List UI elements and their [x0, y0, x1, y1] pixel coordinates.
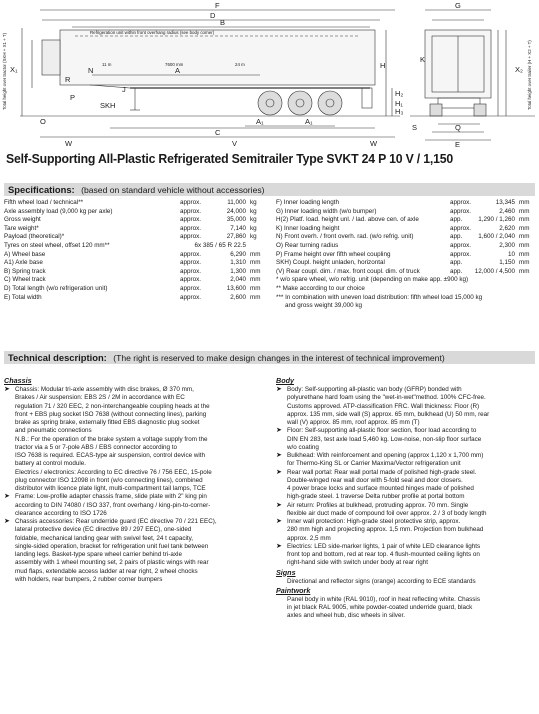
dim-label-j: J [122, 85, 126, 94]
dim-label-x1: X₁ [10, 65, 18, 74]
spec-label: D) Total length (w/o refrigeration unit) [4, 284, 108, 292]
drawing-note-24m: 24 m [235, 62, 245, 67]
body-line: Body: Self-supporting all-plastic van body (GFRP) bonded with [287, 386, 462, 393]
spec-footnote: and gross weight 39,000 kg [285, 302, 363, 310]
spec-unit: mm [519, 216, 530, 224]
spec-qualifier: approx. [450, 241, 472, 249]
spec-label: E) Total width [4, 293, 42, 301]
body-item [276, 543, 535, 568]
arrow-icon: ➤ [276, 542, 282, 550]
chassis-line: assembly with 1 wheel mounting set, 2 pairs of plastic wings with rear [15, 559, 209, 567]
spec-value: 6x 385 / 65 R 22.5 [194, 241, 246, 249]
chassis-item [4, 518, 266, 584]
body-line: Customs approved. ATP-classification FRC. Wall thickness: Floor (R) [287, 402, 480, 410]
spec-row [4, 268, 266, 277]
spec-label: Tare weight* [4, 224, 39, 232]
body-item [276, 518, 535, 543]
dim-label-c: C [215, 128, 221, 137]
spec-unit: mm [519, 224, 530, 232]
drawing-note-right-height: Total height over trailer (H + X2 + T) [527, 40, 532, 110]
spec-label: H(2) Platf. load. height unl. / lad. above cen. of axle [276, 216, 419, 224]
body-line: approx. 2,5 mm [287, 534, 331, 542]
spec-row [4, 276, 266, 285]
spec-label: Fifth wheel load / technical** [4, 199, 84, 206]
spec-row [276, 242, 535, 251]
spec-label: Gross weight [4, 216, 41, 224]
spec-value: 2,600 [230, 293, 246, 301]
spec-unit: mm [519, 233, 530, 241]
dim-label-w-right: W [370, 139, 378, 148]
spec-row [4, 294, 266, 303]
body-line: high-grade steel. 1 traverse Delta rubber profile at portal bottom [287, 493, 465, 501]
spec-unit: mm [519, 199, 530, 206]
drawing-note-11m: 11 m [102, 62, 112, 67]
chassis-line: lateral protective device (EC directive 89 / 297 EEC), one-sided [15, 526, 192, 534]
arrow-icon: ➤ [276, 468, 282, 476]
spec-unit: kg [250, 216, 257, 224]
page-title: Self-Supporting All-Plastic Refrigerated Semitrailer Type SVKT 24 P 10 V / 1,150 [6, 151, 454, 166]
chassis-item [4, 386, 266, 436]
spec-unit: mm [250, 259, 261, 267]
dim-label-h1: H₁ [395, 99, 403, 108]
spec-qualifier: approx. [180, 293, 202, 301]
chassis-line: plug connector ISO 12098 in front (w/o connecting lines), combined [15, 476, 203, 484]
chassis-line: Frame: Low-profile adapter chassis frame, slide plate with 2" king pin [15, 493, 207, 501]
dim-label-x2: X₂ [515, 65, 523, 74]
spec-row [276, 216, 535, 225]
dim-label-p: P [70, 93, 76, 102]
spec-qualifier: approx. [180, 207, 202, 215]
spec-value: 35,000 [226, 216, 246, 224]
body-line: Bulkhead: With reinforcement and opening (approx 1,120 x 1,700 mm) [287, 452, 484, 459]
spec-footnote: ** Make according to our choice [276, 284, 365, 292]
dim-label-n: N [88, 66, 94, 75]
spec-unit: kg [250, 207, 257, 215]
spec-label: A) Wheel base [4, 250, 46, 258]
dim-label-e: E [455, 140, 461, 149]
spec-row [276, 199, 535, 208]
spec-unit: mm [250, 293, 261, 301]
body-line: wall (V) approx. 85 mm, roof approx. 85 mm (T) [287, 419, 420, 426]
arrow-icon: ➤ [276, 386, 282, 393]
paintwork-line: axles and wheel hub, disc wheels in silver. [287, 612, 405, 620]
spec-unit: mm [519, 207, 530, 215]
body-line: front top and bottom, red at rear top. 4 flush-mounted ceiling lights on [287, 551, 480, 558]
body-line: right-hand side with switch under body at rear right [287, 559, 429, 567]
spec-value: 7,140 [230, 224, 246, 232]
body-column [276, 376, 535, 621]
spec-value: 24,000 [226, 207, 246, 215]
chassis-title: Chassis [4, 376, 32, 385]
body-line: for Thermo-King SL or Carrier Maxima/Vector refrigeration unit [287, 460, 461, 468]
spec-row [276, 268, 535, 277]
signs-line: Directional and reflector signs (orange) according to ECE standards [287, 577, 476, 585]
specifications-heading: Specifications: [8, 184, 75, 195]
chassis-line: tractor via a 5 or 7-pole ABS / EBS connector according to [15, 443, 178, 451]
specifications-right-column [276, 199, 535, 311]
spec-qualifier: approx. [180, 276, 202, 284]
spec-row [4, 216, 266, 225]
dim-label-k: K [420, 55, 426, 64]
spec-label: P) Frame height over fifth wheel coupling [276, 250, 391, 258]
specifications-left-column [4, 199, 266, 302]
dim-label-h: H [380, 61, 386, 70]
spec-unit: mm [519, 241, 530, 249]
spec-qualifier: approx. [180, 267, 202, 275]
chassis-line: landing legs. Basket-type spare wheel carrier behind tri-axle [15, 551, 182, 558]
paintwork-title: Paintwork [276, 585, 311, 595]
spec-label: C) Wheel track [4, 276, 46, 284]
chassis-item [4, 493, 266, 518]
spec-unit: mm [250, 284, 261, 292]
spec-row [4, 285, 266, 294]
dim-label-g: G [455, 1, 461, 10]
body-line: approx. 135 mm, side wall (S) approx. 65 mm, bulkhead (U) 50 mm, rear [287, 410, 490, 418]
dim-label-skh: SKH [100, 101, 116, 110]
paintwork-line: Panel body in white (RAL 9010), roof in heat reflecting white. Chassis [287, 595, 480, 603]
specifications-subheading: (based on standard vehicle without accessories) [81, 185, 265, 195]
spec-value: 13,345 [495, 199, 515, 206]
dim-label-d: D [210, 11, 216, 20]
dim-label-a1-right: A₁ [305, 117, 313, 126]
body-line: polyurethane hard foam using the "wet-in-wet"method. 100% CFC-free. [287, 394, 486, 402]
chassis-line: clearance according to ISO 1726 [15, 509, 107, 517]
spec-row [4, 199, 266, 208]
spec-value: 2,620 [499, 224, 515, 232]
dim-label-f: F [215, 1, 220, 10]
body-item [276, 502, 535, 519]
dim-label-h2: H₂ [395, 89, 404, 98]
spec-value: 11,000 [227, 199, 246, 206]
drawing-note-refrig: Refrigeration unit within front overhang radius (see body corner) [90, 30, 215, 35]
spec-value: 12,000 / 4,500 [474, 267, 515, 275]
technical-subheading: (The right is reserved to make design changes in the interest of technical improvement) [113, 353, 445, 363]
body-line: w/o coating [287, 443, 319, 451]
chassis-line: brake as spring brake, externally fitted EBS diagnostic plug socket [15, 419, 200, 426]
body-line: flexible air duct made of compound foil over approx. 2 / 3 of body length [287, 509, 487, 517]
specifications-header [4, 183, 535, 196]
spec-qualifier: approx. [180, 216, 202, 224]
paintwork-line: in jet black RAL 9005, white powder-coated underride guard, black [287, 604, 473, 611]
body-item [276, 386, 535, 427]
body-line: Electrics: LED side-marker lights, 1 pair of white LED clearance lights [287, 542, 481, 550]
spec-row [276, 225, 535, 234]
spec-qualifier: approx. [450, 207, 472, 215]
spec-value: 2,460 [499, 207, 515, 215]
spec-unit: mm [519, 267, 530, 275]
spec-unit: mm [250, 267, 261, 275]
spec-label: N) Front overh. / front overh. rad. (w/o refrig. unit) [276, 233, 414, 241]
spec-label: K) Inner loading height [276, 224, 340, 232]
chassis-line: regulation 71 / 320 EEC, 2 non-interchangeable coupling heads at the [15, 402, 210, 410]
dim-label-v: V [232, 139, 238, 148]
spec-row [4, 251, 266, 260]
chassis-line: battery at control module. [15, 460, 87, 468]
spec-value: 2,040 [230, 276, 246, 284]
chassis-line: single-sided operation, bracket for refrigeration unit fuel tank between [15, 542, 209, 550]
chassis-item [4, 436, 266, 469]
spec-row [4, 225, 266, 234]
spec-value: 6,290 [230, 250, 246, 258]
arrow-icon: ➤ [276, 452, 282, 459]
spec-footnote: *** In combination with uneven load distribution: fifth wheel load 15,000 kg [276, 293, 483, 301]
spec-qualifier: app. [450, 267, 463, 275]
body-line: Double-winged rear wall door with 5-fold seal and door closers. [287, 476, 463, 484]
technical-header [4, 351, 535, 364]
chassis-line: foldable, mechanical landing gear with swivel feet, 24 t capacity, [15, 534, 194, 542]
arrow-icon: ➤ [276, 427, 282, 435]
chassis-line: ISO 7638 is required. ECAS-type air suspension, control device with [15, 452, 206, 459]
dim-label-a: A [175, 66, 181, 75]
spec-value: 10 [507, 250, 515, 258]
spec-unit: mm [250, 250, 261, 258]
drawing-note-7600: 7600 mm [165, 62, 184, 67]
technical-drawing [0, 0, 539, 150]
dim-label-a1-left: A₁ [256, 117, 264, 126]
body-title: Body [276, 376, 294, 385]
body-line: Air return: Profiles at bulkhead, protruding approx. 70 mm. Single [287, 501, 469, 509]
body-item [276, 452, 535, 469]
spec-value: 1,150 [499, 259, 515, 267]
chassis-line: Chassis accessories: Rear underride guard (EC directive 70 / 221 EEC), [15, 518, 217, 525]
spec-unit: mm [519, 250, 530, 258]
spec-qualifier: app. [450, 259, 463, 267]
dim-label-w-left: W [65, 139, 73, 148]
technical-heading: Technical description: [8, 352, 107, 363]
dim-label-h3: H₃ [395, 107, 404, 116]
chassis-line: and pneumatic connections [15, 427, 92, 435]
dim-label-o: O [40, 117, 46, 126]
spec-label: SKH) Coupl. height unladen, horizontal [276, 259, 385, 267]
spec-row [4, 242, 266, 251]
spec-label: (V) Rear coupl. dim. / max. front coupl. dim. of truck [276, 267, 420, 275]
spec-qualifier: approx. [450, 224, 472, 232]
chassis-line: according to DIN 74080 / ISO 337, front overhang / king-pin-to-corner- [15, 501, 211, 509]
spec-label: G) Inner loading width (w/o bumper) [276, 207, 377, 215]
spec-unit: mm [519, 259, 530, 267]
drawing-note-left-height: Total height over tractor (SKH + X1 + T) [2, 32, 7, 110]
body-item [276, 469, 535, 502]
chassis-item [4, 469, 266, 494]
body-line: Inner wall protection: High-grade steel protective strip, approx. [287, 518, 461, 525]
spec-qualifier: app. [450, 233, 463, 241]
spec-label: Tyres on steel wheel, offset 120 mm** [4, 241, 110, 249]
spec-row [276, 259, 535, 268]
spec-qualifier: approx. [180, 284, 202, 292]
spec-qualifier: approx. [180, 259, 202, 267]
spec-unit: kg [250, 199, 257, 206]
spec-unit: kg [250, 224, 257, 232]
dim-label-q: Q [455, 123, 461, 132]
spec-row [4, 208, 266, 217]
spec-qualifier: approx. [180, 199, 202, 206]
spec-qualifier: approx. [180, 250, 202, 258]
body-line: DIN EN 283, test axle load 5,460 kg. Low-noise, non-slip floor surface [287, 435, 482, 443]
spec-row [276, 233, 535, 242]
chassis-line: distributor with licence plate light, multi-compartment tail lamps, TCE [15, 485, 206, 492]
signs-title: Signs [276, 567, 296, 577]
arrow-icon: ➤ [4, 493, 10, 501]
chassis-line: N.B.: For the operation of the brake system a voltage supply from the [15, 435, 208, 443]
chassis-line: Chassis: Modular tri-axle assembly with disc brakes, Ø 370 mm, [15, 386, 194, 393]
spec-value: 27,860 [226, 233, 246, 241]
chassis-column [4, 376, 266, 584]
body-line: 4 power brace locks and surface mounted hinges made of polished [287, 485, 474, 492]
chassis-line: Electrics / electronics: According to EC directive 76 / 756 EEC, 15-pole [15, 468, 212, 476]
spec-row [276, 208, 535, 217]
body-line: Floor: Self-supporting all-plastic floor section, floor load according to [287, 427, 477, 435]
spec-value: 1,290 / 1,260 [478, 216, 515, 224]
arrow-icon: ➤ [276, 501, 282, 509]
spec-label: Payload (theoretical)* [4, 233, 65, 241]
body-line: Rear wall portal: Rear wall portal made of polished high-grade steel. [287, 468, 477, 476]
spec-qualifier: approx. [180, 224, 202, 232]
body-line: 280 mm high and projecting approx. 1,5 mm. Projection from bulkhead [287, 526, 484, 534]
spec-row [276, 251, 535, 260]
spec-value: 1,300 [230, 267, 246, 275]
body-item [276, 427, 535, 452]
dim-label-s: S [412, 123, 418, 132]
spec-qualifier: app. [450, 216, 463, 224]
spec-qualifier: approx. [180, 233, 202, 241]
spec-value: 13,600 [226, 284, 246, 292]
spec-qualifier: approx. [450, 250, 472, 258]
chassis-line: front + EBS plug socket ISO 7638 (without connecting lines), parking [15, 410, 207, 418]
spec-footnote: * w/o spare wheel, w/o refrig. unit (depending on make app. ±900 kg) [276, 276, 469, 284]
spec-row [4, 233, 266, 242]
chassis-line: mud flaps, extendable access ladder at rear right, 2 wheel chocks [15, 567, 198, 575]
arrow-icon: ➤ [276, 518, 282, 525]
spec-unit: mm [250, 276, 261, 284]
spec-label: Axle assembly load (9,000 kg per axle) [4, 207, 113, 215]
arrow-icon: ➤ [4, 386, 10, 393]
arrow-icon: ➤ [4, 518, 10, 525]
spec-value: 1,310 [230, 259, 246, 267]
spec-unit: kg [250, 233, 257, 241]
dim-label-b: B [220, 18, 226, 27]
chassis-line: with holders, rear bumpers, 2 rubber corner bumpers [15, 575, 163, 583]
spec-label: F) Inner loading length [276, 199, 340, 206]
spec-value: 1,600 / 2,040 [478, 233, 515, 241]
dim-label-r: R [65, 75, 71, 84]
spec-label: A1) Axle base [4, 259, 43, 267]
spec-label: B) Spring track [4, 267, 46, 275]
spec-qualifier: approx. [450, 199, 472, 206]
spec-row [4, 259, 266, 268]
spec-value: 2,300 [499, 241, 515, 249]
spec-label: O) Rear turning radius [276, 241, 339, 249]
chassis-line: Brakes / Air suspension: EBS 2S / 2M in accordance with EC [15, 394, 185, 402]
